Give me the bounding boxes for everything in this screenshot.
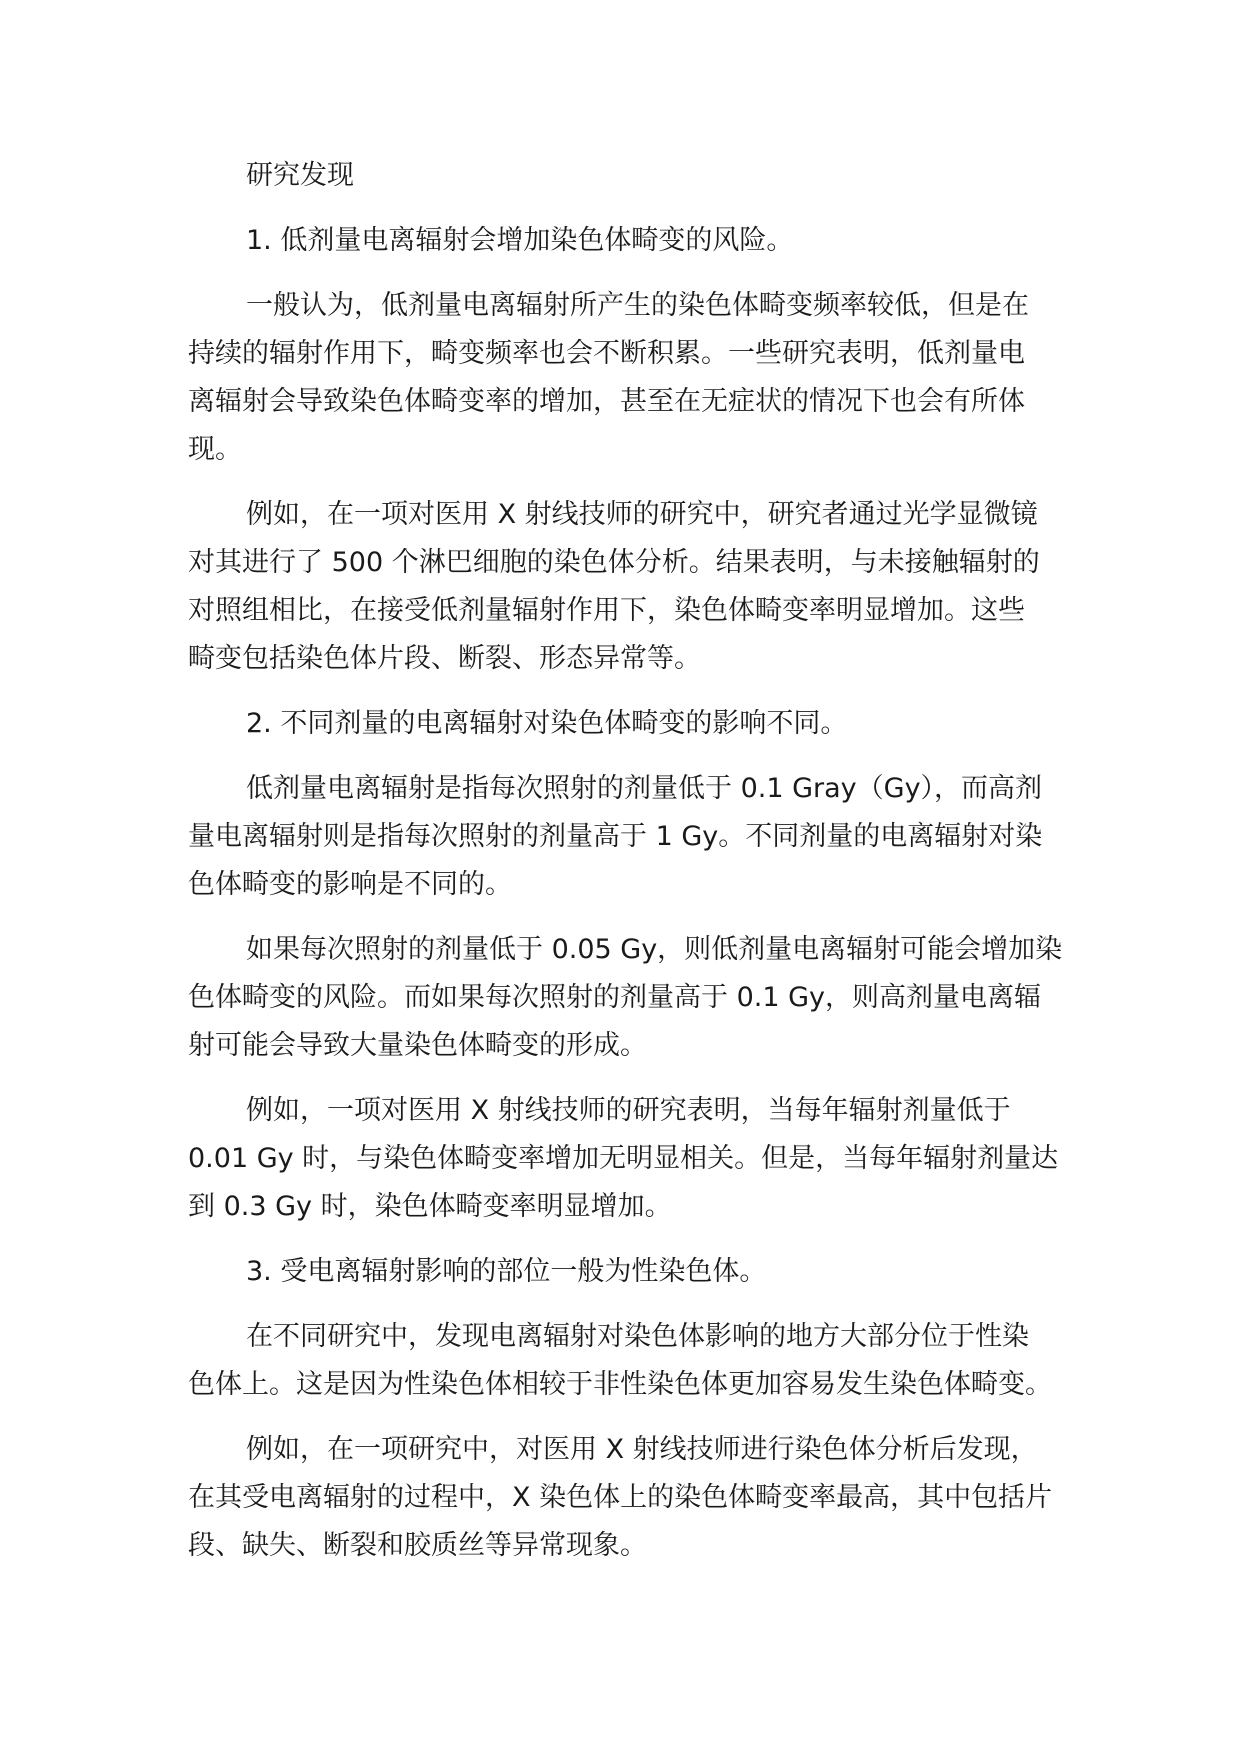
finding-heading-2	[188, 700, 1068, 748]
paragraph	[188, 282, 1068, 474]
paragraph-line: 离辐射会导致染色体畸变率的增加，甚至在无症状的情况下也会有所体	[188, 386, 1025, 417]
finding-heading-1	[188, 217, 1068, 265]
paragraph-line: 射可能会导致大量染色体畸变的形成。	[188, 1030, 647, 1061]
paragraph-line: 在其受电离辐射的过程中，X 染色体上的染色体畸变率最高，其中包括片	[188, 1482, 1053, 1513]
section-title-text: 研究发现	[246, 160, 354, 191]
paragraph-line: 如果每次照射的剂量低于 0.05 Gy，则低剂量电离辐射可能会增加染	[246, 934, 1063, 965]
paragraph-line: 对照组相比，在接受低剂量辐射作用下，染色体畸变率明显增加。这些	[188, 595, 1025, 626]
paragraph-line: 持续的辐射作用下，畸变频率也会不断积累。一些研究表明，低剂量电	[188, 338, 1025, 369]
paragraph-line: 例如，在一项研究中，对医用 X 射线技师进行染色体分析后发现，	[246, 1434, 1038, 1465]
paragraph-line: 色体畸变的影响是不同的。	[188, 869, 512, 900]
finding-heading-3-text: 3. 受电离辐射影响的部位一般为性染色体。	[246, 1256, 767, 1287]
paragraph	[188, 1313, 1068, 1409]
paragraph	[188, 1426, 1068, 1570]
paragraph-line: 低剂量电离辐射是指每次照射的剂量低于 0.1 Gray（Gy），而高剂	[246, 773, 1043, 804]
paragraph-line: 0.01 Gy 时，与染色体畸变率增加无明显相关。但是，当每年辐射剂量达	[188, 1143, 1059, 1174]
paragraph	[188, 926, 1068, 1070]
paragraph-line: 色体畸变的风险。而如果每次照射的剂量高于 0.1 Gy，则高剂量电离辐	[188, 982, 1042, 1013]
finding-heading-2-text: 2. 不同剂量的电离辐射对染色体畸变的影响不同。	[246, 708, 848, 739]
paragraph-line: 段、缺失、断裂和胶质丝等异常现象。	[188, 1530, 647, 1561]
paragraph-line: 量电离辐射则是指每次照射的剂量高于 1 Gy。不同剂量的电离辐射对染	[188, 821, 1043, 852]
paragraph-line: 现。	[188, 434, 242, 465]
paragraph-line: 色体上。这是因为性染色体相较于非性染色体更加容易发生染色体畸变。	[188, 1369, 1052, 1400]
paragraph	[188, 765, 1068, 909]
paragraph-line: 到 0.3 Gy 时，染色体畸变率明显增加。	[188, 1191, 672, 1222]
paragraph	[188, 1087, 1068, 1231]
document-page	[188, 152, 1068, 1587]
paragraph-line: 一般认为，低剂量电离辐射所产生的染色体畸变频率较低，但是在	[246, 290, 1029, 321]
finding-heading-3	[188, 1248, 1068, 1296]
paragraph-line: 在不同研究中，发现电离辐射对染色体影响的地方大部分位于性染	[246, 1321, 1029, 1352]
finding-heading-1-text: 1. 低剂量电离辐射会增加染色体畸变的风险。	[246, 225, 794, 256]
paragraph-line: 例如，一项对医用 X 射线技师的研究表明，当每年辐射剂量低于	[246, 1095, 1011, 1126]
paragraph	[188, 491, 1068, 683]
paragraph-line: 例如，在一项对医用 X 射线技师的研究中，研究者通过光学显微镜	[246, 499, 1038, 530]
section-title	[188, 152, 1068, 200]
paragraph-line: 对其进行了 500 个淋巴细胞的染色体分析。结果表明，与未接触辐射的	[188, 547, 1040, 578]
paragraph-line: 畸变包括染色体片段、断裂、形态异常等。	[188, 643, 701, 674]
